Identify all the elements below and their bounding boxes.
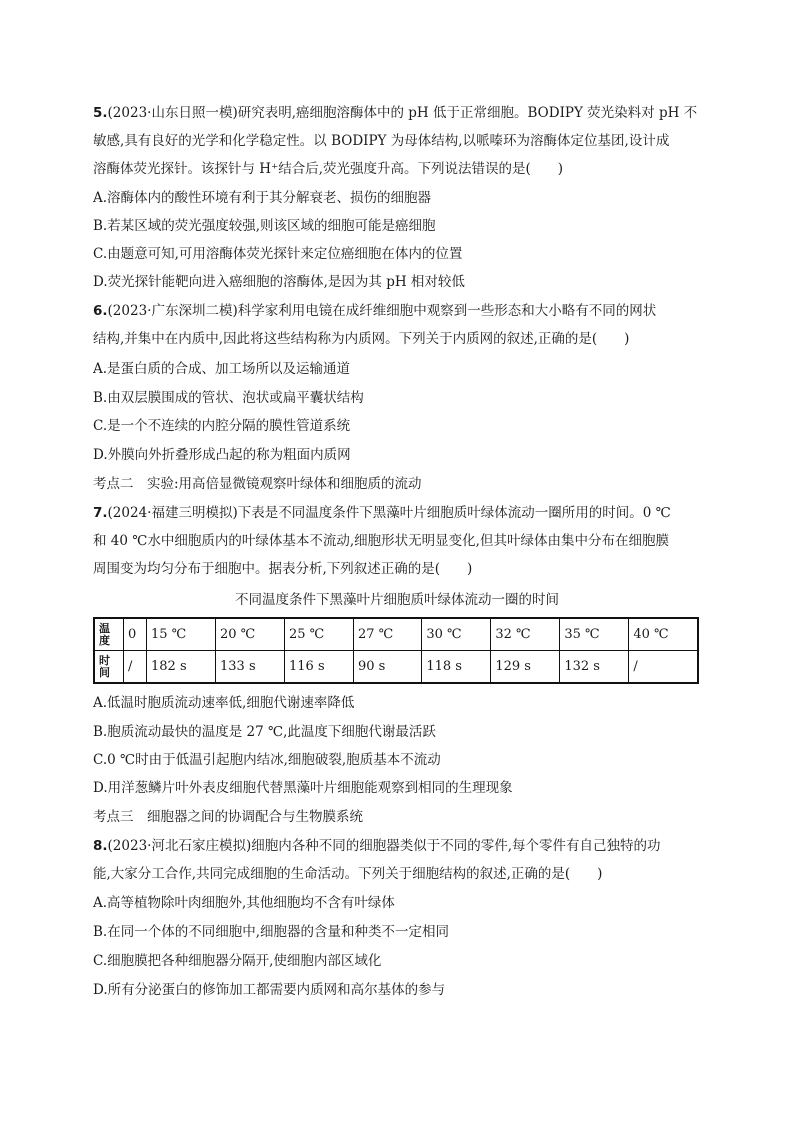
q5-number: 5. <box>93 105 108 121</box>
table-cell: 0 <box>124 618 147 651</box>
table-cell: 133 s <box>216 651 285 684</box>
q6-text-1: (2023·广东深圳二模)科学家利用电镜在成纤维细胞中观察到一些形态和大小略有不同的网状 <box>107 303 657 319</box>
q5-option-b: B.若某区域的荧光强度较强,则该区域的细胞可能是癌细胞 <box>93 218 436 234</box>
q6-stem-line-2: 结构,并集中在内质中,因此将这些结构称为内质网。下列关于内质网的叙述,正确的是( ) <box>93 331 630 347</box>
table-cell: 182 s <box>147 651 216 684</box>
q7-stem-line-2: 和 40 ℃水中细胞质内的叶绿体基本不流动,细胞形状无明显变化,但其叶绿体由集中分布在细胞膜 <box>93 533 669 549</box>
q5-stem-line-1 <box>93 103 697 123</box>
table-cell: 32 ℃ <box>491 618 560 651</box>
section-heading-kaodian-3: 考点三 细胞器之间的协调配合与生物膜系统 <box>93 809 363 825</box>
q7-option-b: B.胞质流动最快的温度是 27 ℃,此温度下细胞代谢最活跃 <box>93 724 436 740</box>
q5-option-d: D.荧光探针能靶向进入癌细胞的溶酶体,是因为其 pH 相对较低 <box>93 274 465 290</box>
table-cell: 129 s <box>491 651 560 684</box>
q7-text-1: (2024·福建三明模拟)下表是不同温度条件下黑藻叶片细胞质叶绿体流动一圈所用的时间。0 ℃ <box>107 505 671 521</box>
q7-stem-line-1 <box>93 503 671 523</box>
q7-option-a: A.低温时胞质流动速率低,细胞代谢速率降低 <box>93 695 355 711</box>
q6-option-d: D.外膜向外折叠形成凸起的称为粗面内质网 <box>93 447 351 463</box>
q5-stem-line-3: 溶酶体荧光探针。该探针与 H⁺结合后,荧光强度升高。下列说法错误的是( ) <box>93 161 564 177</box>
table-cell: 118 s <box>422 651 491 684</box>
q5-option-a: A.溶酶体内的酸性环境有利于其分解衰老、损伤的细胞器 <box>93 190 432 206</box>
q8-option-d: D.所有分泌蛋白的修饰加工都需要内质网和高尔基体的参与 <box>93 982 446 998</box>
table-caption: 不同温度条件下黑藻叶片细胞质叶绿体流动一圈的时间 <box>235 592 559 608</box>
table-cell: 30 ℃ <box>422 618 491 651</box>
table-cell: 15 ℃ <box>147 618 216 651</box>
table-cell: 116 s <box>285 651 354 684</box>
table-row-temperature <box>94 618 698 651</box>
q7-option-d: D.用洋葱鳞片叶外表皮细胞代替黑藻叶片细胞能观察到相同的生理现象 <box>93 780 513 796</box>
q8-option-b: B.在同一个体的不同细胞中,细胞器的含量和种类不一定相同 <box>93 924 450 940</box>
q8-option-c: C.细胞膜把各种细胞器分隔开,使细胞内部区域化 <box>93 953 382 969</box>
table-cell: / <box>629 651 698 684</box>
q8-stem-line-2: 能,大家分工合作,共同完成细胞的生命活动。下列关于细胞结构的叙述,正确的是( ) <box>93 866 603 882</box>
q6-option-a: A.是蛋白质的合成、加工场所以及运输通道 <box>93 361 351 377</box>
section-heading-kaodian-2: 考点二 实验:用高倍显微镜观察叶绿体和细胞质的流动 <box>93 476 422 492</box>
q8-text-1: (2023·河北石家庄模拟)细胞内各种不同的细胞器类似于不同的零件,每个零件有自己独特的功 <box>107 838 661 854</box>
q6-option-c: C.是一个不连续的内腔分隔的膜性管道系统 <box>93 418 351 434</box>
table-cell: 25 ℃ <box>285 618 354 651</box>
table-cell: 132 s <box>560 651 629 684</box>
table-cell: 40 ℃ <box>629 618 698 651</box>
temperature-time-table <box>93 617 699 684</box>
q5-option-c: C.由题意可知,可用溶酶体荧光探针来定位癌细胞在体内的位置 <box>93 246 463 262</box>
row-header-time: 时 间 <box>94 651 124 684</box>
table-cell: 35 ℃ <box>560 618 629 651</box>
table-cell: / <box>124 651 147 684</box>
q8-stem-line-1 <box>93 836 661 856</box>
q6-option-b: B.由双层膜围成的管状、泡状或扁平囊状结构 <box>93 390 364 406</box>
q7-number: 7. <box>93 505 108 521</box>
q8-number: 8. <box>93 838 108 854</box>
table-cell: 20 ℃ <box>216 618 285 651</box>
q5-stem-line-2: 敏感,具有良好的光学和化学稳定性。以 BODIPY 为母体结构,以哌嗪环为溶酶体定位基团,设计成 <box>93 133 670 149</box>
q6-number: 6. <box>93 303 108 319</box>
q7-option-c: C.0 ℃时由于低温引起胞内结冰,细胞破裂,胞质基本不流动 <box>93 752 441 768</box>
table-cell: 90 s <box>354 651 422 684</box>
table-row-time <box>94 651 698 684</box>
q7-stem-line-3: 周围变为均匀分布于细胞中。据表分析,下列叙述正确的是( ) <box>93 561 473 577</box>
q6-stem-line-1 <box>93 301 656 321</box>
row-header-temperature: 温 度 <box>94 618 124 651</box>
q5-text-1: (2023·山东日照一模)研究表明,癌细胞溶酶体中的 pH 低于正常细胞。BODIPY 荧光染料对 pH 不 <box>107 105 698 121</box>
q8-option-a: A.高等植物除叶肉细胞外,其他细胞均不含有叶绿体 <box>93 895 395 911</box>
table-cell: 27 ℃ <box>354 618 422 651</box>
